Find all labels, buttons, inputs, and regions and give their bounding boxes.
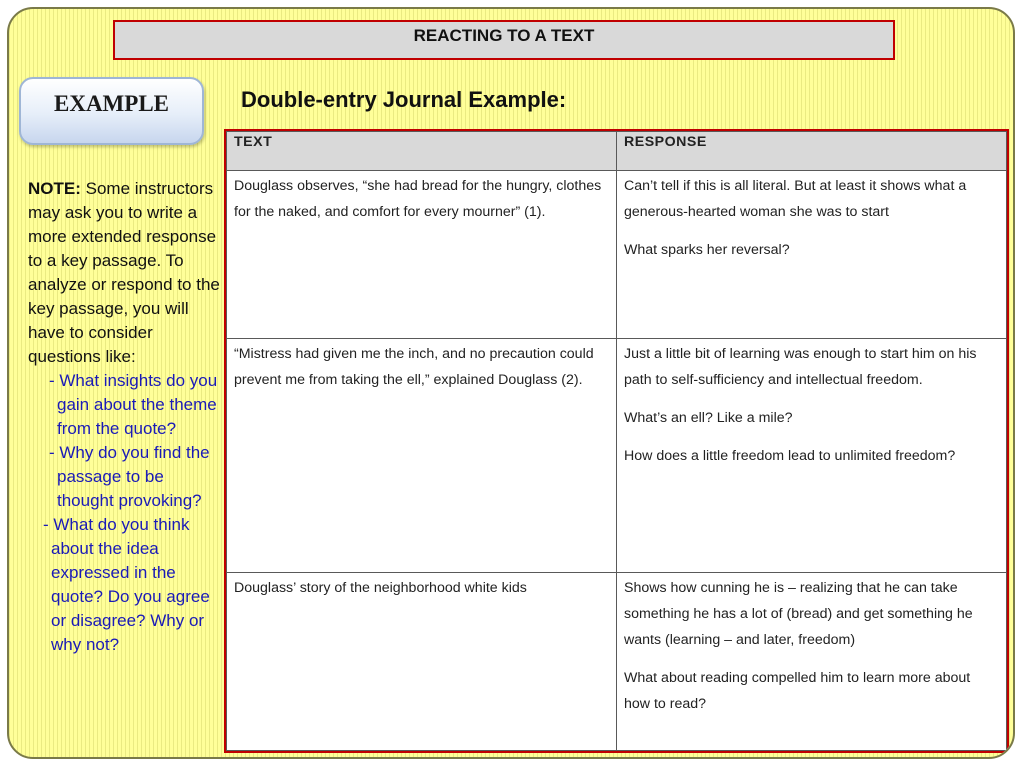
text-cell: [227, 171, 617, 339]
table-header-row: [227, 132, 1007, 171]
table-row: [227, 573, 1007, 751]
note-question: - Why do you find the passage to be thought provoking?: [49, 443, 210, 510]
example-badge: [19, 77, 204, 145]
text-passage: Douglass observes, “she had bread for the hungry, clothes for the naked, and comfort for every mourner” (1).: [234, 178, 602, 220]
response-paragraph: How does a little freedom lead to unlimited freedom?: [624, 448, 956, 464]
column-header-text: TEXT: [227, 132, 617, 171]
note-question: - What insights do you gain about the theme from the quote?: [49, 371, 218, 438]
note-label: NOTE:: [28, 179, 81, 198]
journal-subtitle: Double-entry Journal Example:: [241, 87, 567, 112]
response-paragraph: Just a little bit of learning was enough to start him on his path to self-sufficiency and intellectual freedom.: [624, 346, 977, 388]
response-cell: [617, 573, 1007, 751]
text-passage: Douglass’ story of the neighborhood white kids: [234, 580, 527, 596]
note-question: - What do you think about the idea expressed in the quote? Do you agree or disagree? Why or why not?: [43, 515, 210, 654]
note-panel: [28, 177, 223, 657]
text-cell: [227, 573, 617, 751]
text-passage: “Mistress had given me the inch, and no precaution could prevent me from taking the ell,” explained Douglass (2).: [234, 346, 594, 388]
response-paragraph: What about reading compelled him to learn more about how to read?: [624, 670, 971, 712]
table-row: [227, 339, 1007, 573]
note-text: Some instructors may ask you to write a more extended response to a key passage. To analyze or respond to the key passage, you will have to consider questions like:: [28, 179, 220, 366]
response-cell: [617, 339, 1007, 573]
column-header-response: RESPONSE: [617, 132, 1007, 171]
text-cell: [227, 339, 617, 573]
slide: [7, 7, 1015, 759]
response-paragraph: Can’t tell if this is all literal. But at least it shows what a generous-hearted woman she was to start: [624, 178, 967, 220]
slide-title: REACTING TO A TEXT: [413, 26, 595, 45]
response-paragraph: What’s an ell? Like a mile?: [624, 410, 793, 426]
title-bar: [113, 20, 895, 60]
journal-table: [224, 129, 1009, 753]
response-paragraph: Shows how cunning he is – realizing that he can take something he has a lot of (bread) and get something he wants (learning – and later, freedom): [624, 580, 973, 648]
table-row: [227, 171, 1007, 339]
example-badge-label: EXAMPLE: [54, 91, 169, 116]
response-cell: [617, 171, 1007, 339]
response-paragraph: What sparks her reversal?: [624, 242, 790, 258]
